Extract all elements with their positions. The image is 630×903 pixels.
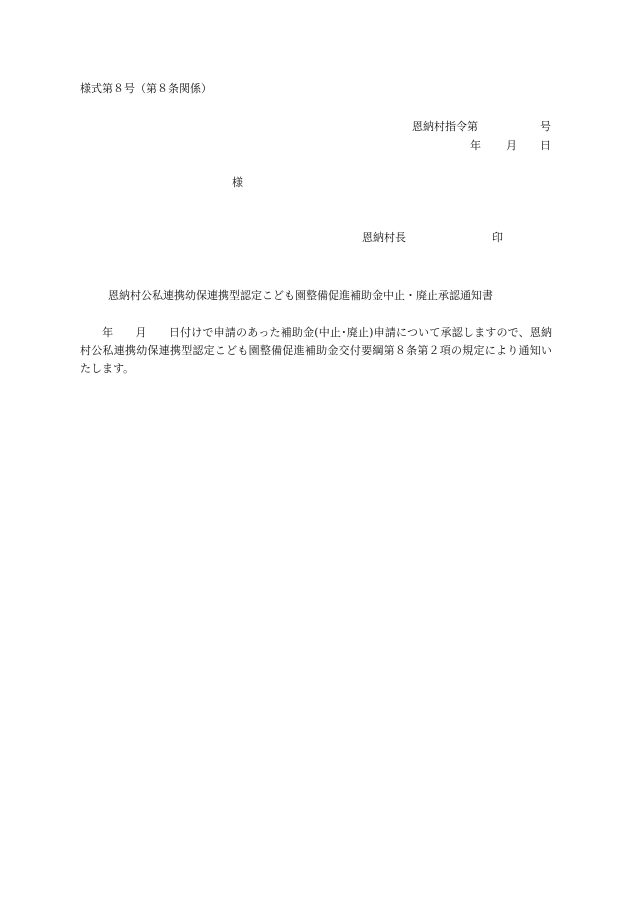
addressee-suffix: 様	[232, 176, 243, 189]
issuer-name: 恩納村長	[362, 231, 406, 244]
issuer-seal: 印	[492, 231, 503, 244]
form-number: 様式第８号（第８条関係）	[80, 82, 212, 95]
issue-date-day: 日	[540, 139, 551, 152]
body-paragraph	[80, 324, 552, 378]
body-year: 年	[102, 326, 114, 339]
issue-date-month: 月	[506, 139, 517, 152]
document-title: 恩納村公私連携幼保連携型認定こども園整備促進補助金中止・廃止承認通知書	[108, 289, 493, 302]
issue-number-prefix: 恩納村指令第	[412, 120, 478, 133]
body-text: 日付けで申請のあった補助金(中止･廃止)申請について承認しますので、恩納村公私連携幼保連携型認定こども園整備促進補助金交付要綱第８条第２項の規定により通知いたします。	[80, 326, 553, 375]
issue-date-year: 年	[470, 139, 481, 152]
issue-number-suffix: 号	[540, 120, 551, 133]
body-month: 月	[135, 326, 147, 339]
